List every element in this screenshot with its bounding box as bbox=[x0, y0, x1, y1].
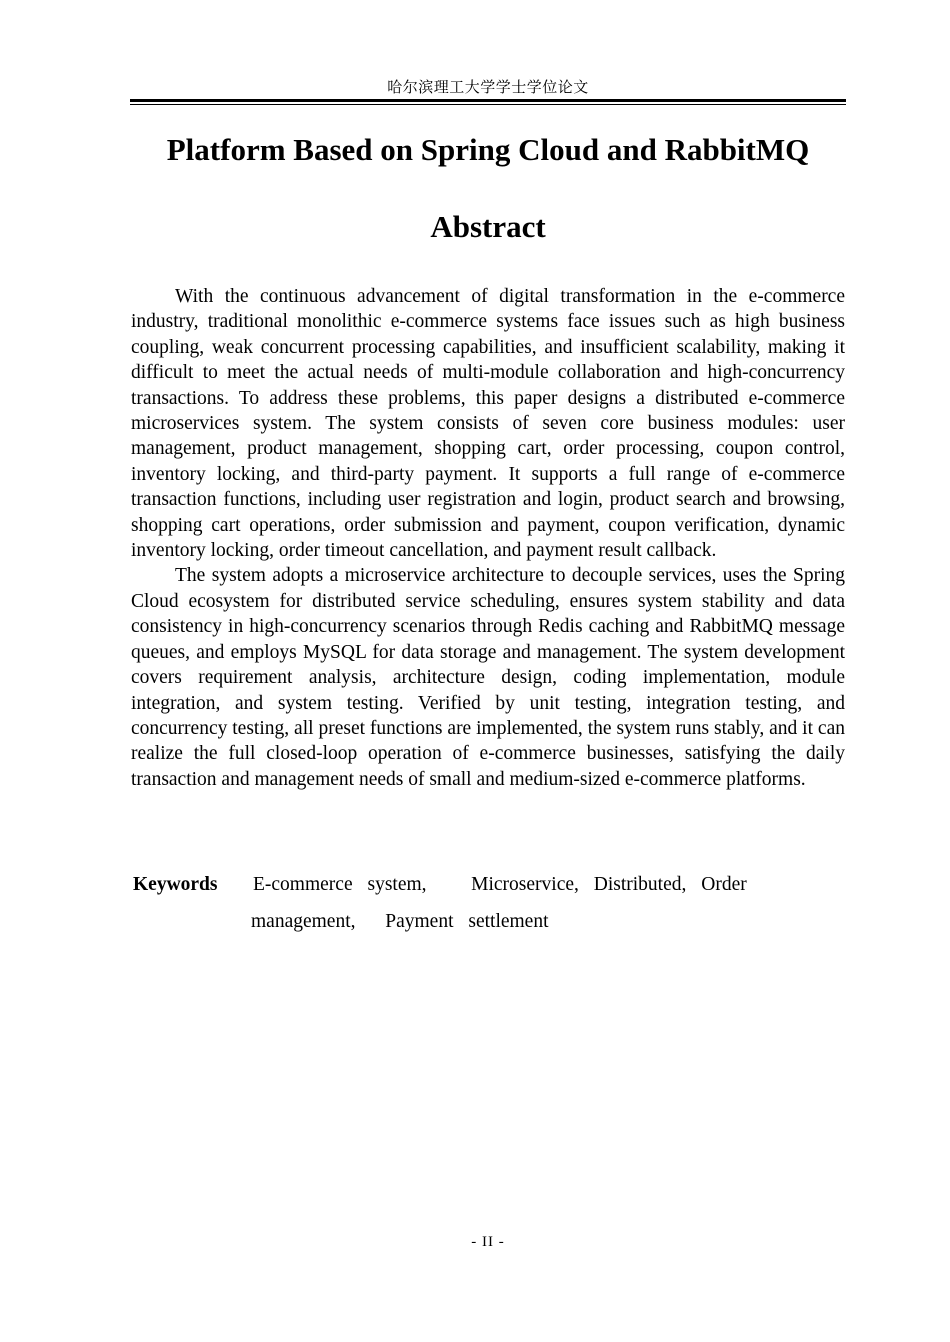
thesis-title: Platform Based on Spring Cloud and RabbitMQ bbox=[166, 132, 810, 167]
keywords-text-line-1: E-commerce system, Microservice, Distributed, Order bbox=[253, 874, 747, 895]
keywords-line-1 bbox=[133, 866, 845, 903]
running-header: 哈尔滨理工大学学士学位论文 bbox=[387, 80, 589, 96]
abstract-heading: Abstract bbox=[430, 209, 546, 244]
abstract-paragraph-2: The system adopts a microservice architecture to decouple services, uses the Spring Cloud ecosystem for distributed service scheduling, ensures system stability and data consistency in high-concurrency scenarios through Redis caching and RabbitMQ message queues, and employs MySQL for data storage and management. The system development covers requirement analysis, architecture design, coding implementation, module integration, and system testing. Verified by unit testing, integration testing, and concurrency testing, all preset functions are implemented, the system runs stably, and it can realize the full closed-loop operation of e-commerce businesses, satisfying the daily transaction and management needs of small and medium-sized e-commerce platforms. bbox=[131, 565, 845, 790]
abstract-paragraph-1: With the continuous advancement of digital transformation in the e-commerce industry, traditional monolithic e-commerce systems face issues such as high business coupling, weak concurrent processing capabilities, and insufficient scalability, making it difficult to meet the actual needs of multi-module collaboration and high-concurrency transactions. To address these problems, this paper designs a distributed e-commerce microservices system. The system consists of seven core business modules: user management, product management, shopping cart, order processing, coupon control, inventory locking, and third-party payment. It supports a full range of e-commerce transaction functions, including user registration and login, product search and browsing, shopping cart operations, order submission and payment, coupon verification, dynamic inventory locking, order timeout cancellation, and payment result callback. bbox=[131, 286, 845, 562]
keywords-label: Keywords bbox=[133, 874, 218, 895]
keywords-text-line-2: management, Payment settlement bbox=[251, 911, 549, 932]
abstract-body bbox=[131, 284, 845, 792]
page-number: - II - bbox=[471, 1234, 505, 1250]
header-rule-thin bbox=[130, 104, 846, 105]
keywords-block bbox=[133, 866, 845, 940]
header-rule-thick bbox=[130, 99, 846, 102]
